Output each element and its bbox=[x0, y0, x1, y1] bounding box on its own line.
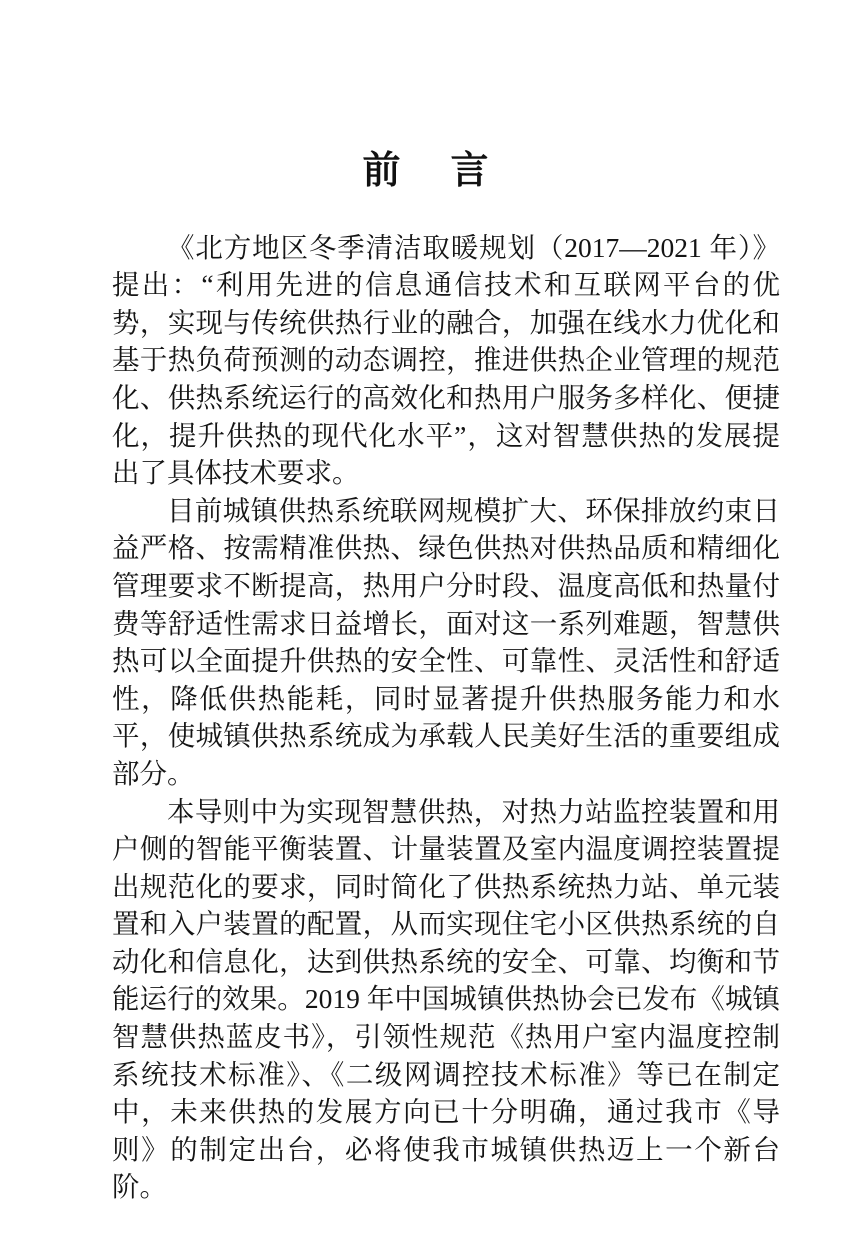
paragraph-1: 《北方地区冬季清洁取暖规划（2017—2021 年）》提出：“利用先进的信息通信技术和互联网平台的优势，实现与传统供热行业的融合，加强在线水力优化和基于热负荷预测的动态调控，推进供热企业管理的规范化、供热系统运行的高效化和热用户服务多样化、便捷化，提升供热的现代化水平”，这对智慧供热的发展提出了具体技术要求。 bbox=[112, 231, 780, 489]
page-title: 前 言 bbox=[362, 150, 495, 192]
paragraph-3: 本导则中为实现智慧供热，对热力站监控装置和用户侧的智能平衡装置、计量装置及室内温度调控装置提出规范化的要求，同时简化了供热系统热力站、单元装置和入户装置的配置，从而实现住宅小区供热系统的自动化和信息化，达到供热系统的安全、可靠、均衡和节能运行的效果。2019 年中国城镇供热协会已发布《城镇智慧供热蓝皮书》，引领性规范《热用户室内温度控制系统技术标准》、《二级网调控技术标准》等已在制定中，未来供热的发展方向已十分明确，通过我市《导则》的制定出台，必将使我市城镇供热迈上一个新台阶。 bbox=[112, 795, 780, 1203]
document-body bbox=[112, 229, 780, 1206]
paragraph-2: 目前城镇供热系统联网规模扩大、环保排放约束日益严格、按需精准供热、绿色供热对供热品质和精细化管理要求不断提高，热用户分时段、温度高低和热量付费等舒适性需求日益增长，面对这一系列难题，智慧供热可以全面提升供热的安全性、可靠性、灵活性和舒适性，降低供热能耗，同时显著提升供热服务能力和水平，使城镇供热系统成为承载人民美好生活的重要组成部分。 bbox=[112, 494, 780, 789]
